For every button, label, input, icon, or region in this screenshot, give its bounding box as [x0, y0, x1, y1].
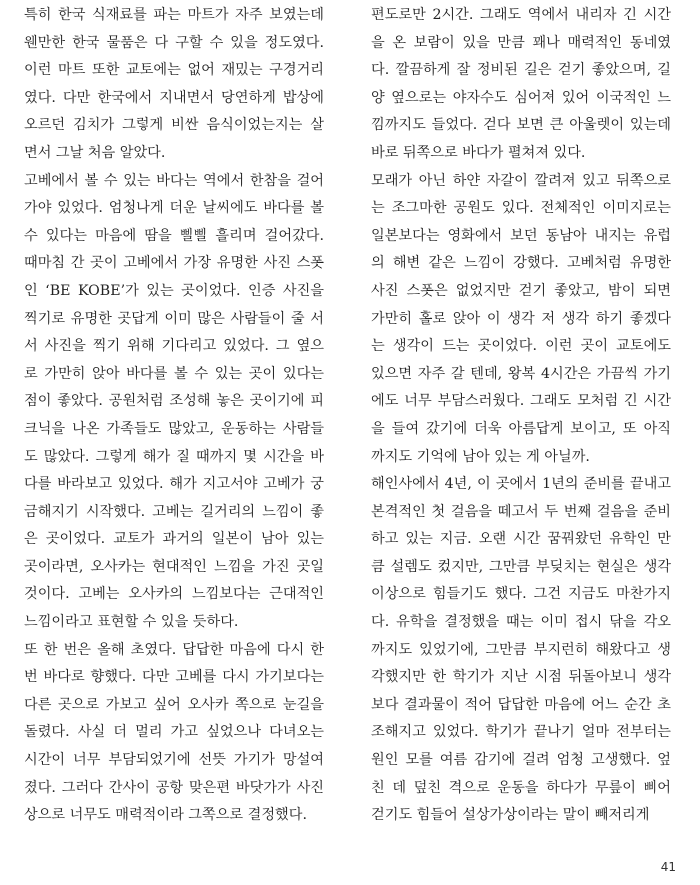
text-line: 또 한 번은 올해 초였다. 답답한 마음에 다시 한 — [24, 641, 324, 658]
text-line: 가만히 홀로 앉아 이 생각 저 생각 하기 좋겠다 — [371, 310, 671, 327]
text-line: 돌렸다. 사실 더 멀리 가고 싶었으나 다녀오는 — [24, 724, 324, 741]
text-line: 웬만한 한국 물품은 다 구할 수 있을 정도였다. — [24, 34, 324, 51]
paragraph — [371, 2, 671, 168]
text-line: 서 사진을 찍기 위해 기다리고 있었다. 그 옆으 — [24, 338, 324, 355]
text-line: 일본보다는 영화에서 보던 동남아 내지는 유럽 — [371, 227, 671, 244]
text-line: 낌까지도 들었다. 걷다 보면 큰 아울렛이 있는데 — [371, 117, 671, 134]
text-line: 고베에서 볼 수 있는 바다는 역에서 한참을 걸어 — [24, 172, 324, 189]
text-line: 까지도 기억에 남아 있는 게 아닐까. — [371, 448, 590, 465]
text-line: 양 옆으로는 야자수도 심어져 있어 이국적인 느 — [371, 89, 671, 106]
paragraph — [371, 471, 671, 830]
text-line: 까지도 있었기에, 그만큼 부지런히 해왔다고 생 — [371, 641, 671, 658]
text-line: 다른 곳으로 가보고 싶어 오사카 쪽으로 눈길을 — [24, 696, 324, 713]
text-line: 의 해변 같은 느낌이 강했다. 고베처럼 유명한 — [371, 255, 671, 272]
text-line: 해인사에서 4년, 이 곳에서 1년의 준비를 끝내고 — [371, 476, 671, 493]
text-line: 가야 있었다. 엄청나게 더운 날씨에도 바다를 볼 — [24, 200, 324, 217]
text-line: 에도 너무 부담스러웠다. 그래도 모처럼 긴 시간 — [371, 393, 671, 410]
text-line: 특히 한국 식재료를 파는 마트가 자주 보였는데 — [24, 7, 324, 23]
text-line: 보다 결과물이 적어 답답한 마음에 어느 순간 초 — [371, 696, 671, 713]
text-line: 사진 스폿은 없었지만 걷기 좋았고, 밤이 되면 — [371, 282, 671, 299]
text-line: 상으로 너무도 매력적이라 그쪽으로 결정했다. — [24, 807, 307, 824]
text-line: 것이다. 고베는 오사카의 느낌보다는 근대적인 — [24, 586, 324, 603]
text-line: 였다. 다만 한국에서 지내면서 당연하게 밥상에 — [24, 89, 324, 106]
text-line: 걷기도 힘들어 설상가상이라는 말이 빼저리게 — [371, 807, 650, 824]
text-line: 각했지만 한 학기가 지난 시점 뒤돌아보니 생각 — [371, 669, 671, 686]
text-line: 때마침 간 곳이 고베에서 가장 유명한 사진 스폿 — [24, 255, 324, 272]
paragraph — [371, 168, 671, 472]
text-line: 조해지고 있었다. 학기가 끝나기 얼마 전부터는 — [371, 724, 671, 741]
text-line: 수 있다는 마음에 땀을 삘삘 흘리며 걸어갔다. — [24, 227, 324, 244]
text-line: 있으면 자주 갈 텐데, 왕복 4시간은 가끔씩 가기 — [371, 365, 671, 382]
text-line: 는 생각이 드는 곳이었다. 이런 곳이 교토에도 — [371, 338, 671, 355]
text-line: 인 ‘BE KOBE’가 있는 곳이었다. 인증 사진을 — [24, 282, 324, 299]
text-line: 느낌이라고 표현할 수 있을 듯하다. — [24, 614, 239, 631]
text-line: 모래가 아닌 하얀 자갈이 깔려져 있고 뒤쪽으로 — [371, 172, 671, 189]
right-column — [371, 2, 671, 830]
text-line: 오르던 김치가 그렇게 비싼 음식이었는지는 살 — [24, 117, 324, 134]
text-line: 편도로만 2시간. 그래도 역에서 내리자 긴 시간 — [371, 7, 671, 23]
left-column — [24, 2, 324, 830]
text-line: 곳이라면, 오사카는 현대적인 느낌을 가진 곳일 — [24, 558, 324, 575]
page-number: 41 — [660, 860, 676, 874]
text-line: 본격적인 첫 걸음을 떼고서 두 번째 걸음을 준비 — [371, 503, 671, 520]
text-line: 크닉을 나온 가족들도 많았고, 운동하는 사람들 — [24, 420, 324, 437]
text-line: 원인 모를 여름 감기에 걸려 엄청 고생했다. 엎 — [371, 752, 671, 769]
text-line: 하고 있는 지금. 오랜 시간 꿈꿔왔던 유학인 만 — [371, 531, 671, 548]
text-line: 다. 깔끔하게 잘 정비된 길은 걷기 좋았으며, 길 — [371, 62, 671, 79]
text-line: 다를 바라보고 있었다. 해가 지고서야 고베가 궁 — [24, 476, 324, 493]
text-line: 을 온 보람이 있을 만큼 꽤나 매력적인 동네였 — [371, 34, 671, 51]
text-line: 큼 설렘도 컸지만, 그만큼 부딪치는 현실은 생각 — [371, 558, 671, 575]
text-line: 다. 유학을 결정했을 때는 이미 접시 닦을 각오 — [371, 614, 671, 631]
text-line: 찍기로 유명한 곳답게 이미 많은 사람들이 줄 서 — [24, 310, 324, 327]
paragraph — [24, 2, 324, 168]
text-line: 도 많았다. 그렇게 해가 질 때까지 몇 시간을 바 — [24, 448, 324, 465]
text-line: 졌다. 그러다 간사이 공항 맞은편 바닷가가 사진 — [24, 779, 324, 796]
text-line: 면서 그날 처음 알았다. — [24, 144, 166, 161]
text-line: 이상으로 힘들기도 했다. 그건 지금도 마찬가지 — [371, 586, 671, 603]
text-line: 번 바다로 향했다. 다만 고베를 다시 가기보다는 — [24, 669, 324, 686]
text-line: 금해지기 시작했다. 고베는 길거리의 느낌이 좋 — [24, 503, 324, 520]
text-line: 바로 뒤쪽으로 바다가 펼쳐져 있다. — [371, 144, 586, 161]
text-line: 을 들여 갔기에 더욱 아름답게 보이고, 또 아직 — [371, 420, 671, 437]
text-line: 은 곳이었다. 교토가 과거의 일본이 남아 있는 — [24, 531, 324, 548]
text-line: 친 데 덮친 격으로 운동을 하다가 무릎이 삐어 — [371, 779, 671, 796]
text-line: 이런 마트 또한 교토에는 없어 재밌는 구경거리 — [24, 62, 324, 79]
text-line: 시간이 너무 부담되었기에 선뜻 가기가 망설여 — [24, 752, 324, 769]
paragraph — [24, 637, 324, 830]
text-line: 점이 좋았다. 공원처럼 조성해 놓은 곳이기에 피 — [24, 393, 324, 410]
paragraph — [24, 168, 324, 637]
text-line: 로 가만히 앉아 바다를 볼 수 있는 곳이 있다는 — [24, 365, 324, 382]
text-line: 는 조그마한 공원도 있다. 전체적인 이미지로는 — [371, 200, 671, 217]
